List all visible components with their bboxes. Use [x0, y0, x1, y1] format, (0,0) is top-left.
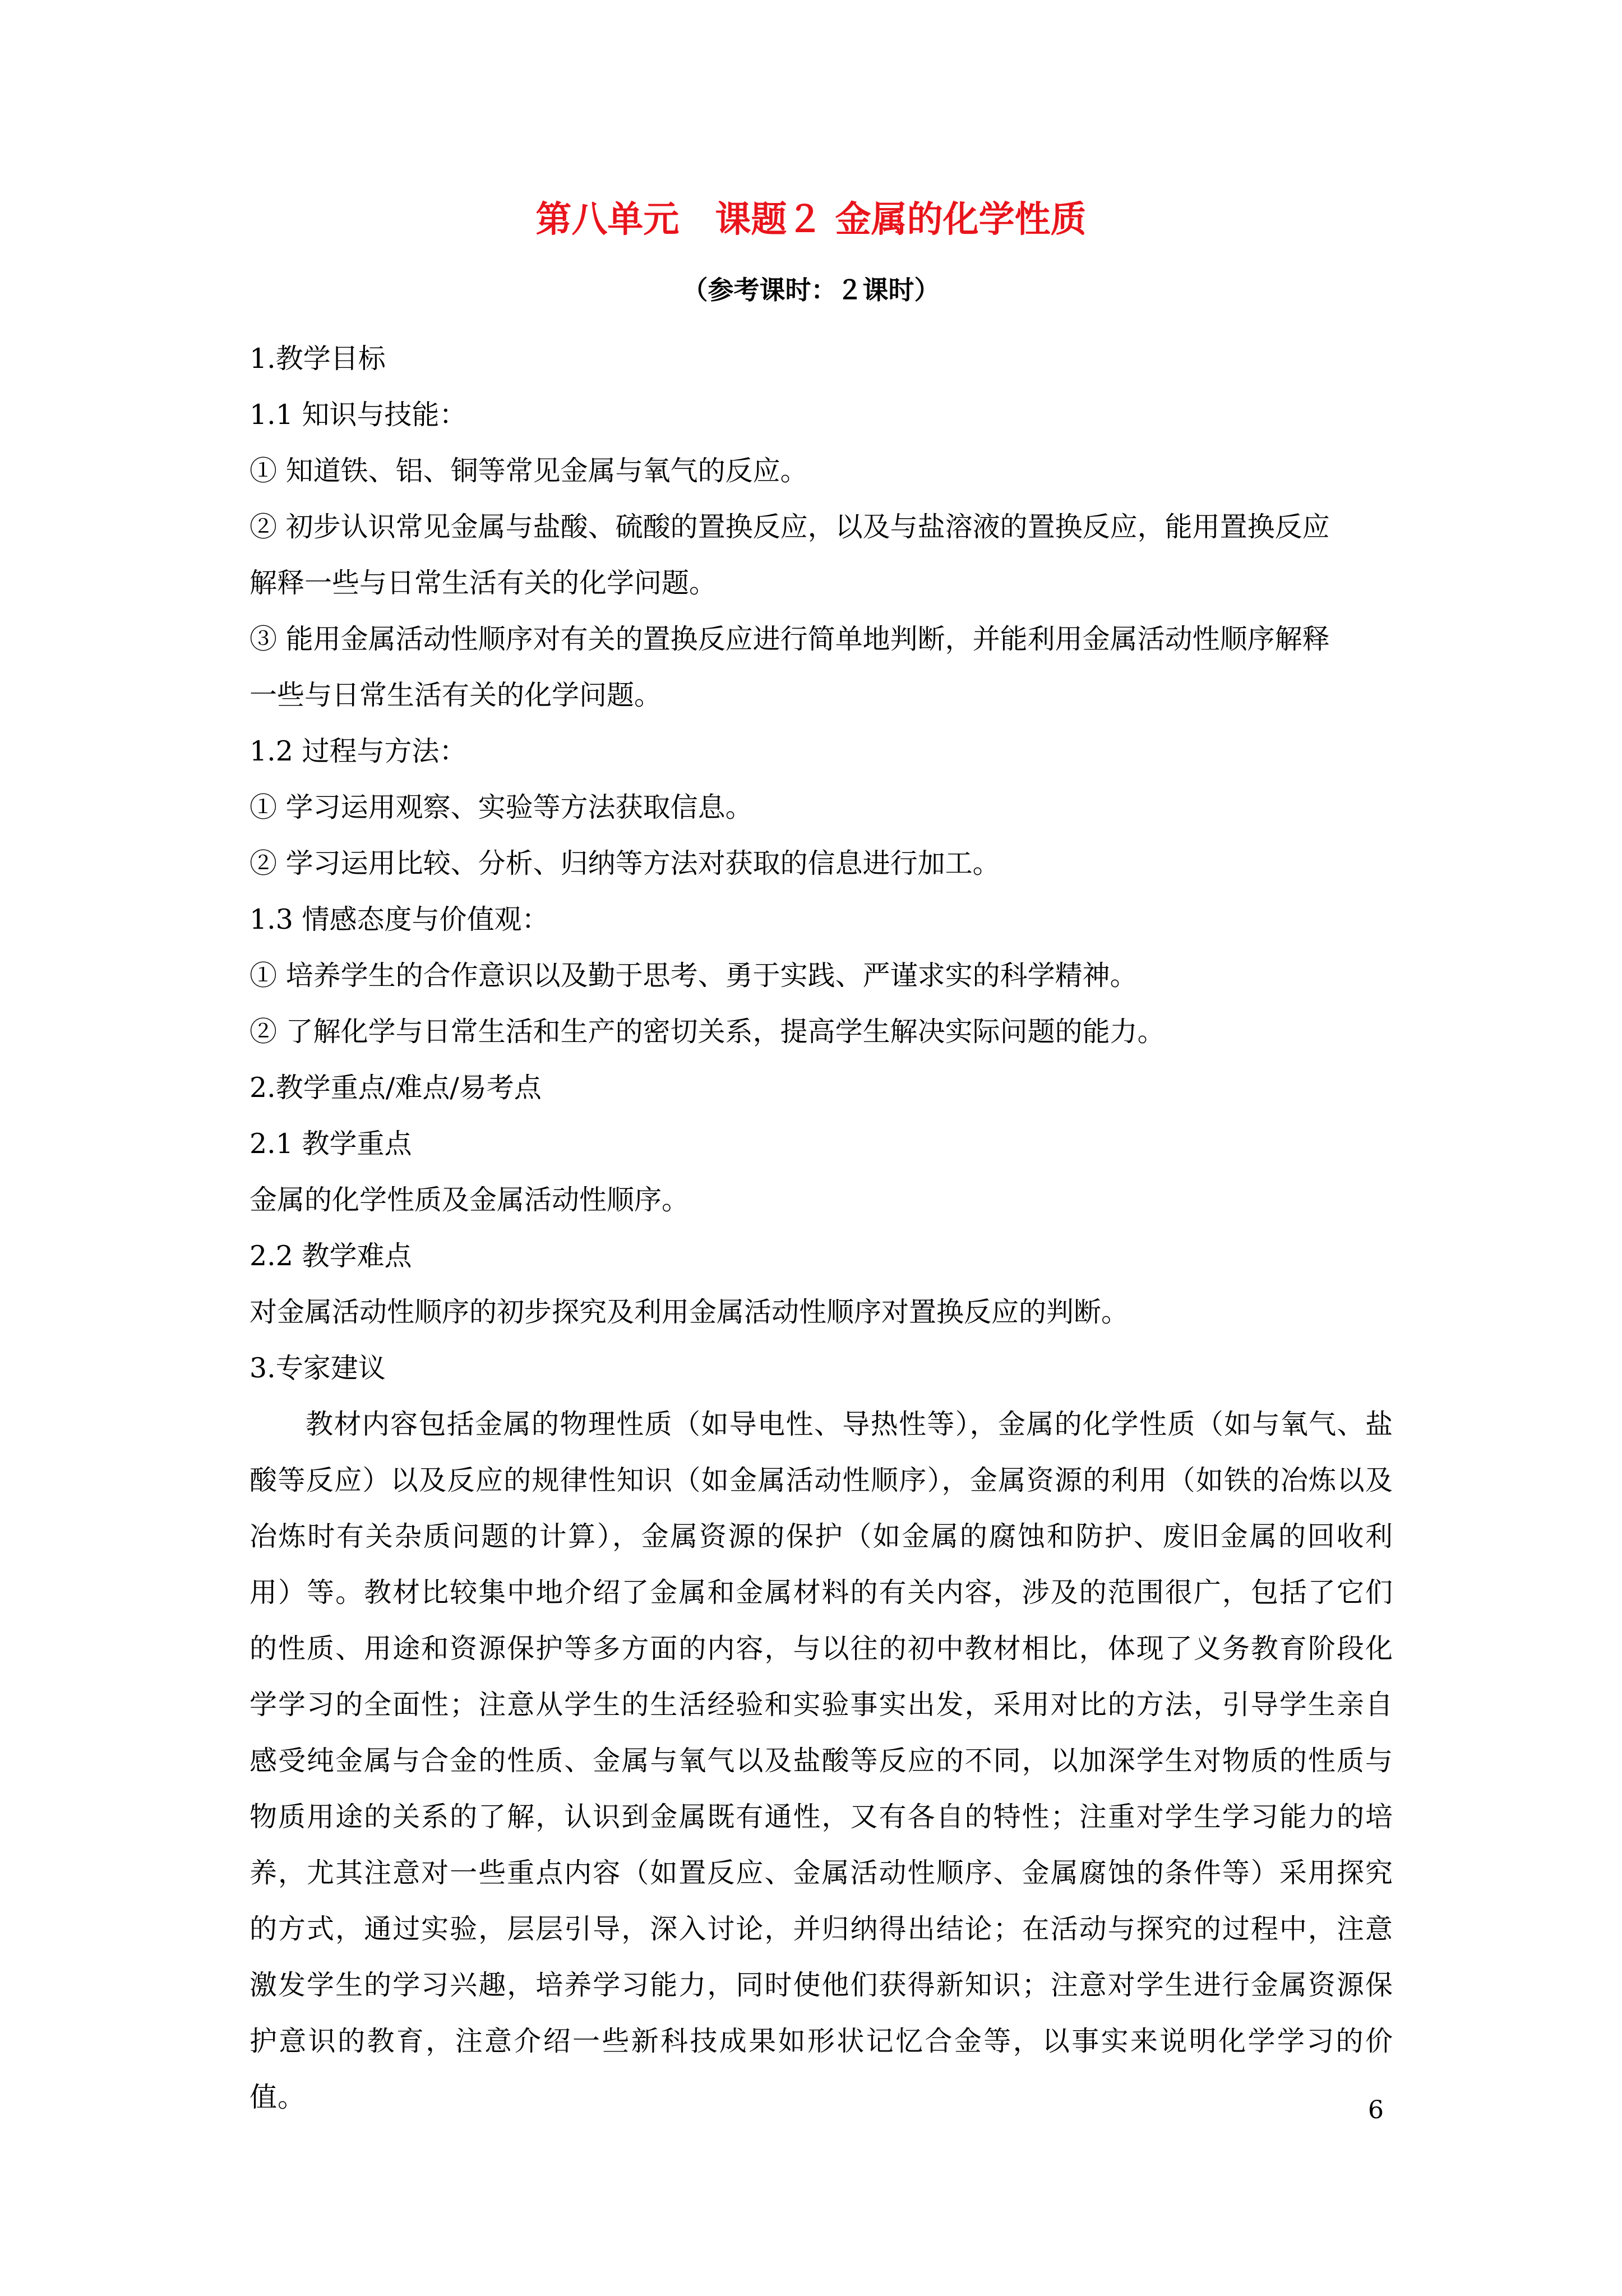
- list-item: ① 学习运用观察、实验等方法获取信息。: [249, 791, 753, 823]
- body-text: 对金属活动性顺序的初步探究及利用金属活动性顺序对置换反应的判断。: [249, 1296, 1129, 1328]
- subheading-teaching-difficulty: 2.2 教学难点: [249, 1240, 412, 1272]
- document-subtitle: （参考课时：２课时）: [682, 275, 940, 305]
- subheading-process-methods: 1.2 过程与方法：: [249, 735, 467, 767]
- list-item: ① 知道铁、铝、铜等常见金属与氧气的反应。: [249, 455, 808, 487]
- list-item-continuation: 一些与日常生活有关的化学问题。: [249, 679, 662, 711]
- list-item: ③ 能用金属活动性顺序对有关的置换反应进行简单地判断，并能利用金属活动性顺序解释: [249, 623, 1330, 655]
- heading-expert-advice: 3.专家建议: [249, 1352, 386, 1384]
- list-item-continuation: 解释一些与日常生活有关的化学问题。: [249, 567, 717, 599]
- list-item: ② 了解化学与日常生活和生产的密切关系，提高学生解决实际问题的能力。: [249, 1016, 1165, 1048]
- subheading-knowledge-skills: 1.1 知识与技能：: [249, 399, 467, 431]
- list-item: ② 初步认识常见金属与盐酸、硫酸的置换反应，以及与盐溶液的置换反应，能用置换反应: [249, 511, 1330, 543]
- body-text: 金属的化学性质及金属活动性顺序。: [249, 1184, 690, 1216]
- list-item: ② 学习运用比较、分析、归纳等方法对获取的信息进行加工。: [249, 847, 1000, 879]
- subheading-teaching-focus: 2.1 教学重点: [249, 1128, 412, 1160]
- page-number: 6: [1368, 2096, 1384, 2124]
- document-title: 第八单元 课题２ 金属的化学性质: [535, 199, 1087, 241]
- heading-teaching-goals: 1.教学目标: [249, 343, 386, 375]
- list-item: ① 培养学生的合作意识以及勤于思考、勇于实践、严谨求实的科学精神。: [249, 960, 1138, 992]
- document-body: [249, 331, 1393, 2126]
- subheading-attitudes-values: 1.3 情感态度与价值观：: [249, 903, 549, 935]
- heading-key-points: 2.教学重点/难点/易考点: [249, 1072, 542, 1104]
- expert-advice-paragraph: 教材内容包括金属的物理性质（如导电性、导热性等），金属的化学性质（如与氧气、盐酸等反应）以及反应的规律性知识（如金属活动性顺序），金属资源的利用（如铁的冶炼以及冶炼时有关杂质问题的计算），金属资源的保护（如金属的腐蚀和防护、废旧金属的回收利用）等。教材比较集中地介绍了金属和金属材料的有关内容，涉及的范围很广，包括了它们的性质、用途和资源保护等多方面的内容，与以往的初中教材相比，体现了义务教育阶段化学学习的全面性；注意从学生的生活经验和实验事实出发，采用对比的方法，引导学生亲自感受纯金属与合金的性质、金属与氧气以及盐酸等反应的不同，以加深学生对物质的性质与物质用途的关系的了解，认识到金属既有通性，又有各自的特性；注重对学生学习能力的培养，尤其注意对一些重点内容（如置反应、金属活动性顺序、金属腐蚀的条件等）采用探究的方式，通过实验，层层引导，深入讨论，并归纳得出结论；在活动与探究的过程中，注意激发学生的学习兴趣，培养学习能力，同时使他们获得新知识；注意对学生进行金属资源保护意识的教育，注意介绍一些新科技成果如形状记忆合金等，以事实来说明化学学习的价值。: [249, 1408, 1393, 2113]
